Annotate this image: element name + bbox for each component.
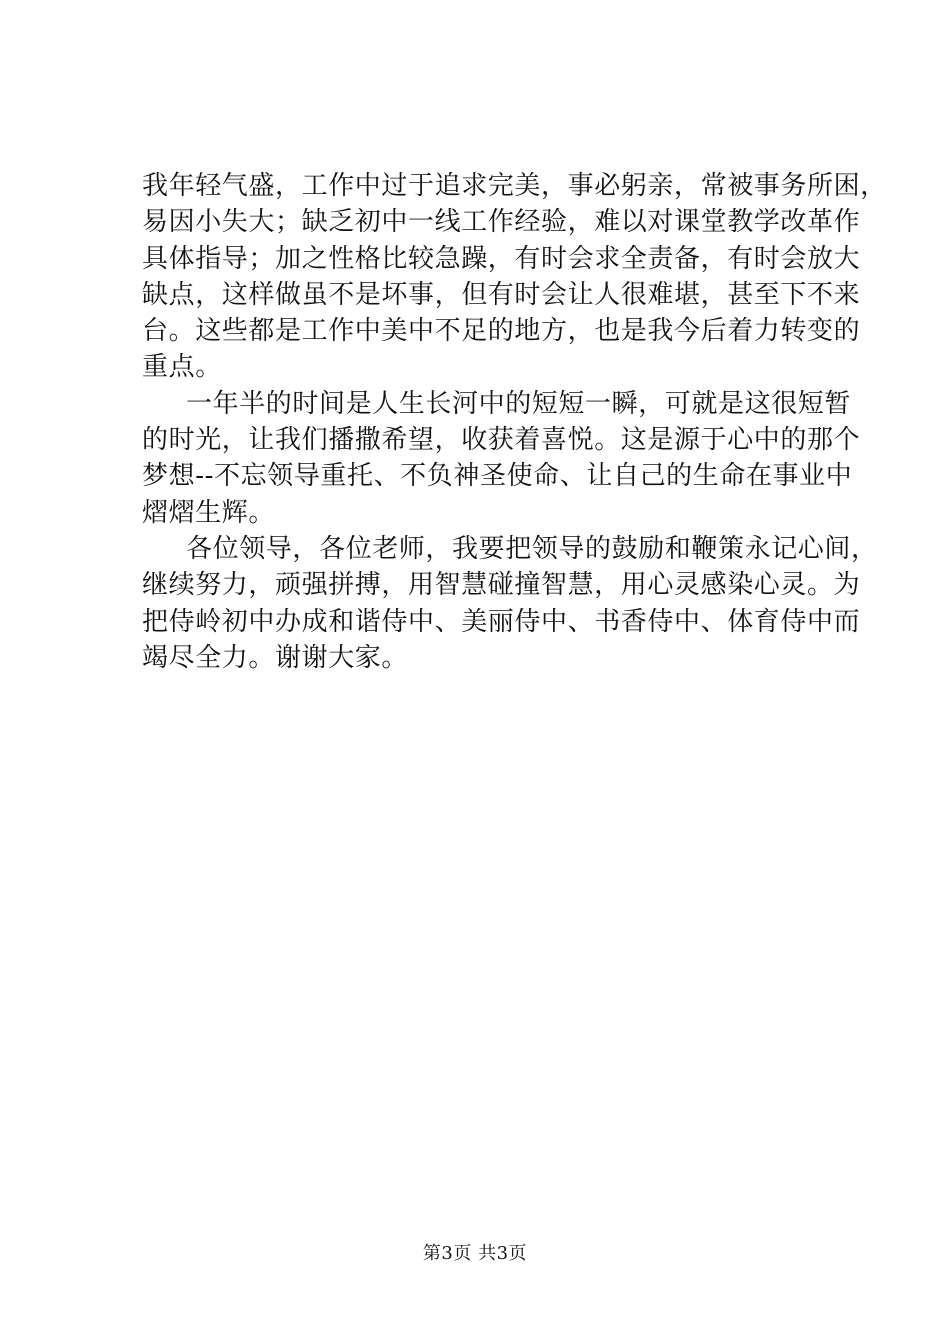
body-text <box>142 168 887 676</box>
paragraph-1-line-4: 缺点，这样做虽不是坏事，但有时会让人很难堪，甚至下不来 <box>142 279 861 310</box>
paragraph-1-line-6: 重点。 <box>142 352 222 383</box>
paragraph-3-line-1: 各位领导，各位老师，我要把领导的鼓励和鞭策永记心间， <box>186 533 878 564</box>
paragraph-1-line-2: 易因小失大；缺乏初中一线工作经验，难以对课堂教学改革作 <box>142 207 861 238</box>
paragraph-2-line-4: 熠熠生辉。 <box>142 497 276 528</box>
paragraph-3-line-2: 继续努力，顽强拼搏，用智慧碰撞智慧，用心灵感染心灵。为 <box>142 570 861 601</box>
paragraph-1-line-1: 我年轻气盛，工作中过于追求完美，事必躬亲，常被事务所困， <box>142 171 887 201</box>
page-number-label: 第3页 共3页 <box>422 1243 528 1264</box>
paragraph-3-line-4: 竭尽全力。谢谢大家。 <box>142 642 409 673</box>
page-footer <box>0 1242 950 1266</box>
paragraph-2-line-3: 梦想--不忘领导重托、不负神圣使命、让自己的生命在事业中 <box>142 461 853 492</box>
paragraph-2-line-2: 的时光，让我们播撒希望，收获着喜悦。这是源于心中的那个 <box>142 425 861 456</box>
paragraph-2-line-1: 一年半的时间是人生长河中的短短一瞬，可就是这很短暂 <box>186 388 852 419</box>
paragraph-3-line-3: 把侍岭初中办成和谐侍中、美丽侍中、书香侍中、体育侍中而 <box>142 606 861 637</box>
paragraph-1-line-5: 台。这些都是工作中美中不足的地方，也是我今后着力转变的 <box>142 316 861 347</box>
paragraph-1-line-3: 具体指导；加之性格比较急躁，有时会求全责备，有时会放大 <box>142 243 861 274</box>
